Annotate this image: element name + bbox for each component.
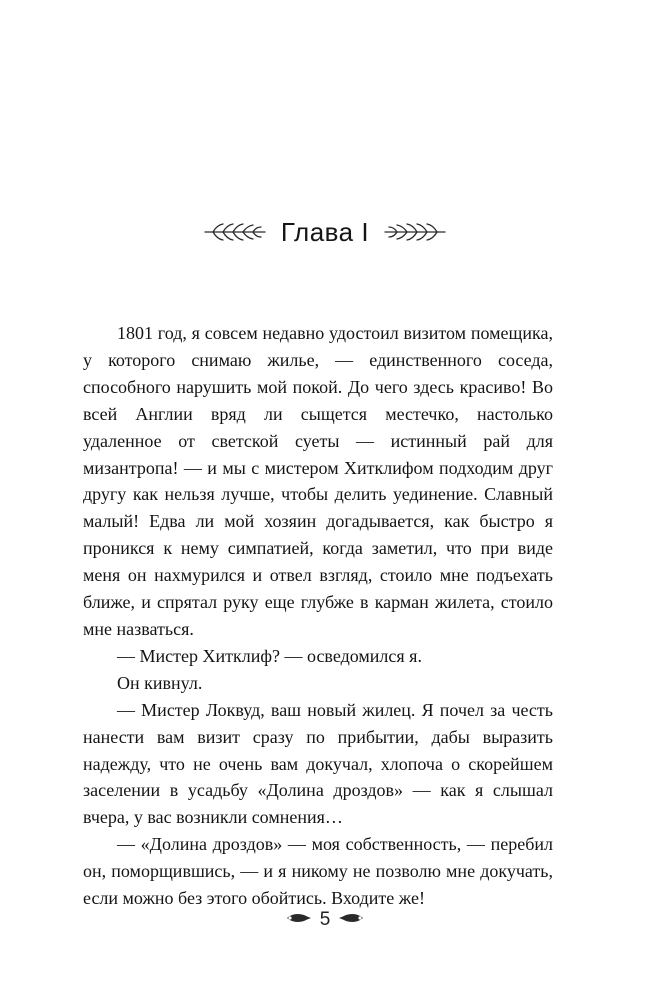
chapter-title: Глава I <box>280 216 370 247</box>
page-number: 5 <box>319 909 331 930</box>
leaf-ornament-left-icon <box>286 911 312 930</box>
paragraph: Он кивнул. <box>117 672 203 693</box>
paragraph: 1801 год, я совсем недавно удостоил визитом помещика, у которого снимаю жилье, — единственного соседа, способного нарушить мой покой. До чего здесь красиво! Во всей Англии вряд ли сыщется местечко, настолько удаленное от светской суеты — истинный рай для мизантропа! — и мы с мистером Хитклифом подходим друг другу как нельзя лучше, чтобы делить уединение. Славный малый! Едва ли мой хозяин догадывается, как быстро я проникся к нему симпатией, когда заметил, что при виде меня он нахмурился и отвел взгляд, стоило мне подъехать ближе, и спрятал руку еще глубже в карман жилета, стоило мне назваться. <box>83 323 553 639</box>
paragraph: — Мистер Локвуд, ваш новый жилец. Я почел за честь нанести вам визит сразу по прибытии, дабы выразить надежду, что не очень вам докучал, хлопоча о скорейшем заселении в усадьбу «Долина дроздов» — как я слышал вчера, у вас возникли сомнения… <box>83 699 553 828</box>
page-footer <box>0 906 650 934</box>
chapter-body <box>83 320 553 912</box>
branch-ornament-right-icon <box>383 220 447 244</box>
paragraph: — Мистер Хитклиф? — осведомился я. <box>117 645 422 666</box>
leaf-ornament-right-icon <box>338 911 364 930</box>
chapter-heading <box>0 210 650 254</box>
branch-ornament-left-icon <box>203 220 267 244</box>
paragraph: — «Долина дроздов» — моя собственность, — перебил он, поморщившись, — и я никому не позволю мне докучать, если можно без этого обойтись. Входите же! <box>83 834 553 909</box>
